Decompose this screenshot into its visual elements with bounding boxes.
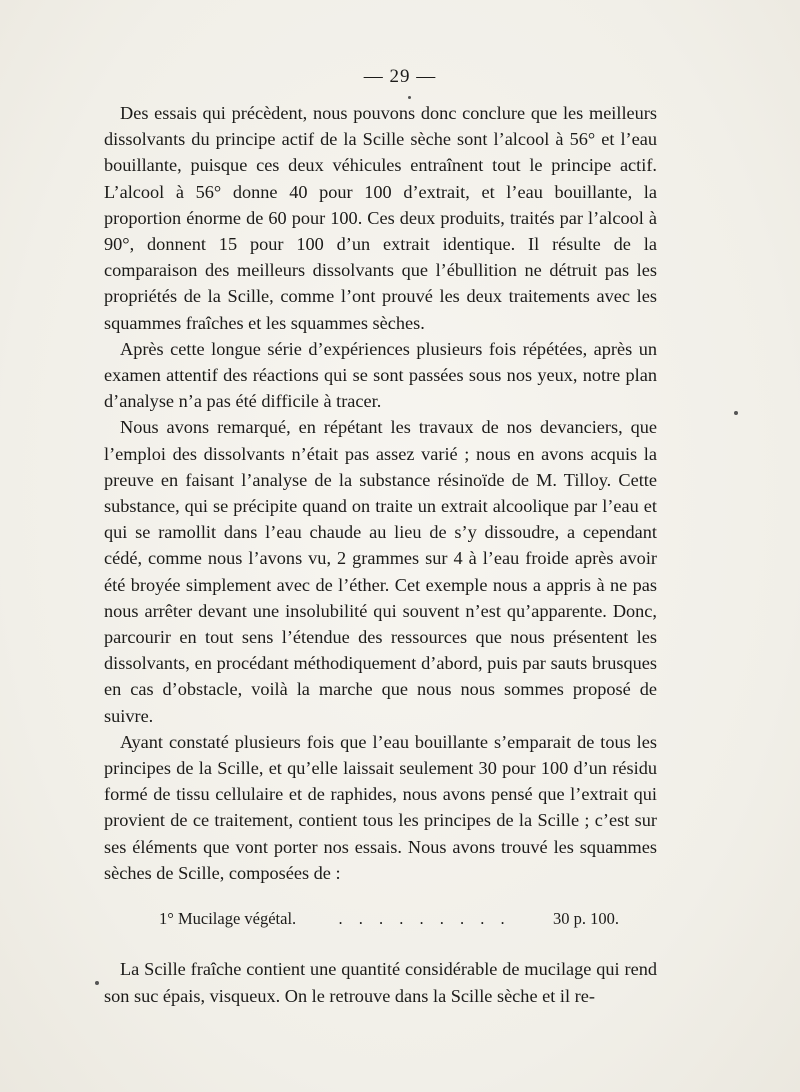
list-item-leader-dots: . . . . . . . . .	[338, 909, 511, 929]
ink-speck	[95, 981, 99, 985]
paragraph-experiences: Après cette longue série d’expériences plusieurs fois répétées, après un examen attentif des réactions qui se sont passées sous nos yeux, notre plan d’analyse n’a pas été difficile à tracer.	[104, 338, 657, 412]
ink-speck	[734, 411, 738, 415]
body-text	[104, 100, 657, 1009]
paragraph-conclusion: Des essais qui précèdent, nous pouvons donc conclure que les meilleurs dissolvants du principe actif de la Scille sèche sont l’alcool à 56° et l’eau bouillante, puisque ces deux véhicules entraînent tout le principe actif. L’alcool à 56° donne 40 pour 100 d’extrait, et l’eau bouillante, la proportion énorme de 60 pour 100. Ces deux produits, traités par l’alcool à 90°, donnent 15 pour 100 d’un extrait identique. Il résulte de la comparaison des meilleurs dissolvants que l’ébullition ne détruit pas les propriétés de la Scille, comme l’ont prouvé les deux traitements avec les squammes fraîches et les squammes sèches.	[104, 103, 657, 333]
paragraph-eau-bouillante: Ayant constaté plusieurs fois que l’eau bouillante s’emparait de tous les principes de la Scille, et qu’elle laissait seulement 30 pour 100 d’un résidu formé de tissu cellulaire et de raphides, nous avons pensé que l’extrait qui provient de ce traitement, contient tous les principes de la Scille ; c’est sur ses éléments que vont porter nos essais. Nous avons trouvé les squammes sèches de Scille, composées de :	[104, 731, 657, 883]
paragraph-dissolvants: Nous avons remarqué, en répétant les travaux de nos devanciers, que l’emploi des dissolvants n’était pas assez varié ; nous en avons acquis la preuve en faisant l’analyse de la substance résinoïde de M. Tilloy. Cette substance, qui se précipite quand on traite un extrait alcoolique par l’eau et qui se ramollit dans l’eau chaude au lieu de s’y dissoudre, a cependant cédé, comme nous l’avons vu, 2 grammes sur 4 à l’eau froide après avoir été broyée simplement avec de l’éther. Cet exemple nous a appris à ne pas nous arrêter devant une insolubilité qui souvent n’est qu’apparente. Donc, parcourir en tout sens l’étendue des ressources que nous présentent les dissolvants, en procédant méthodiquement d’abord, puis par sauts brusques en cas d’obstacle, voilà la marche que nous nous sommes proposé de suivre.	[104, 417, 657, 726]
composition-list-item	[104, 906, 619, 932]
ink-speck	[408, 96, 411, 99]
page-number: — 29 —	[363, 66, 437, 87]
list-item-label: 1° Mucilage végétal.	[159, 909, 297, 929]
list-item-value: 30 p. 100.	[553, 909, 619, 929]
paragraph-scille-fraiche: La Scille fraîche contient une quantité considérable de mucilage qui rend son suc épais, visqueux. On le retrouve dans la Scille sèche et il re-	[104, 959, 657, 1006]
